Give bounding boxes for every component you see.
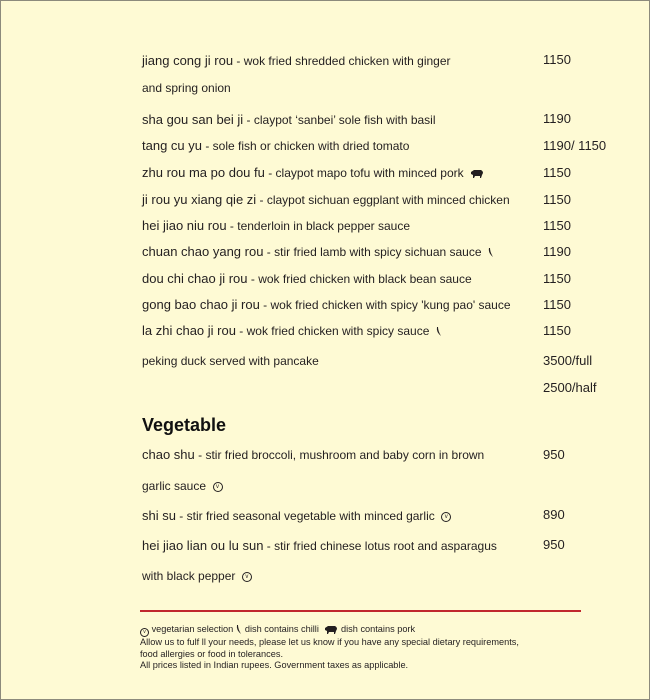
menu-item-shi-su: shi su - stir fried seasonal vegetable with minced garlic v xyxy=(142,508,451,524)
menu-item-sha-gou-san-bei-ji: sha gou san bei ji - claypot ‘sanbei’ sole fish with basil xyxy=(142,112,436,127)
dish-description: tenderloin in black pepper sauce xyxy=(237,219,411,233)
dish-name: la zhi chao ji rou xyxy=(142,323,236,338)
dish-description: wok fried chicken with spicy sauce xyxy=(246,324,430,338)
dish-description: sole fish or chicken with dried tomato xyxy=(212,139,410,153)
menu-item-continuation: and spring onion xyxy=(142,81,231,95)
dish-description: stir fried broccoli, mushroom and baby corn in brown xyxy=(205,448,485,462)
dish-price-half: 2500/half xyxy=(543,380,597,395)
legend-chilli-label: dish contains chilli xyxy=(244,624,319,634)
dish-price: 950 xyxy=(543,447,565,462)
menu-item-chuan-chao-yang-rou: chuan chao yang rou - stir fried lamb with spicy sichuan sauce xyxy=(142,244,494,260)
menu-item-zhu-rou-ma-po-dou-fu: zhu rou ma po dou fu - claypot mapo tofu with minced pork xyxy=(142,165,484,181)
dish-name: chuan chao yang rou xyxy=(142,244,264,259)
menu-item-dou-chi-chao-ji-rou: dou chi chao ji rou - wok fried chicken with black bean sauce xyxy=(142,271,472,286)
menu-item-hei-jiao-niu-rou: hei jiao niu rou - tenderloin in black pepper sauce xyxy=(142,218,411,233)
dish-price: 1190 xyxy=(543,244,571,259)
dish-price: 1190/ 1150 xyxy=(543,138,607,153)
dish-description: wok fried chicken with spicy 'kung pao' sauce xyxy=(270,298,511,312)
dish-name: jiang cong ji rou xyxy=(142,53,234,68)
veg-icon: v xyxy=(140,628,149,637)
dish-name: ji rou yu xiang qie zi xyxy=(142,192,257,207)
dish-description: claypot ‘sanbei’ sole fish with basil xyxy=(253,113,436,127)
dish-description: claypot mapo tofu with minced pork xyxy=(275,166,464,180)
footer-line-3: All prices listed in Indian rupees. Government taxes as applicable. xyxy=(140,660,409,670)
veg-icon: v xyxy=(441,512,451,522)
divider-rule xyxy=(140,610,581,612)
menu-item-chao-shu: chao shu - stir fried broccoli, mushroom and baby corn in brown xyxy=(142,447,485,462)
menu-item-peking-duck xyxy=(142,353,319,369)
dish-name: peking duck served with pancake xyxy=(142,354,319,368)
dish-price: 1150 xyxy=(543,323,571,338)
dish-description: stir fried lamb with spicy sichuan sauce xyxy=(274,245,482,259)
chilli-icon xyxy=(236,625,242,634)
legend-line xyxy=(140,624,600,637)
dish-price: 1150 xyxy=(543,218,571,233)
menu-item-ji-rou-yu-xiang-qie-zi: ji rou yu xiang qie zi - claypot sichuan eggplant with minced chicken xyxy=(142,192,510,207)
legend-veg-label: vegetarian selection xyxy=(151,624,234,634)
dish-name: hei jiao lian ou lu sun xyxy=(142,538,264,553)
menu-item-continuation: with black pepper v xyxy=(142,568,252,584)
menu-item-tang-cu-yu: tang cu yu - sole fish or chicken with dried tomato xyxy=(142,138,410,153)
menu-item-gong-bao-chao-ji-rou: gong bao chao ji rou - wok fried chicken with spicy 'kung pao' sauce xyxy=(142,297,511,312)
menu-item-la-zhi-chao-ji-rou: la zhi chao ji rou - wok fried chicken with spicy sauce xyxy=(142,323,442,339)
dish-name: sha gou san bei ji xyxy=(142,112,244,127)
dish-description: stir fried seasonal vegetable with minced garlic xyxy=(186,509,435,523)
menu-item-hei-jiao-lian-ou-lu-sun: hei jiao lian ou lu sun - stir fried chinese lotus root and asparagus xyxy=(142,538,497,553)
dish-name: chao shu xyxy=(142,447,195,462)
dish-price: 890 xyxy=(543,507,565,522)
dish-price: 1150 xyxy=(543,52,571,67)
dish-price: 1150 xyxy=(543,297,571,312)
menu-item-continuation: garlic sauce v xyxy=(142,478,223,494)
chilli-icon xyxy=(436,327,442,336)
dish-name: tang cu yu xyxy=(142,138,202,153)
dish-name: dou chi chao ji rou xyxy=(142,271,248,286)
dish-description: claypot sichuan eggplant with minced chicken xyxy=(266,193,510,207)
dish-price: 1150 xyxy=(543,192,571,207)
dish-name: zhu rou ma po dou fu xyxy=(142,165,265,180)
pork-icon xyxy=(470,170,484,178)
footer-line-2: food allergies or food in tolerances. xyxy=(140,648,284,659)
dish-price: 1150 xyxy=(543,165,571,180)
dish-price: 1150 xyxy=(543,271,571,286)
pork-icon xyxy=(324,626,338,634)
chilli-icon xyxy=(488,248,494,257)
menu-item-jiang-cong-ji-rou: jiang cong ji rou - wok fried shredded chicken with ginger xyxy=(142,53,451,68)
veg-icon: v xyxy=(242,572,252,582)
dish-name: hei jiao niu rou xyxy=(142,218,227,233)
dish-description: wok fried chicken with black bean sauce xyxy=(258,272,472,286)
veg-icon: v xyxy=(213,482,223,492)
dish-name: gong bao chao ji rou xyxy=(142,297,260,312)
dish-price: 1190 xyxy=(543,111,571,126)
legend-pork-label: dish contains pork xyxy=(341,624,416,634)
footer-notes xyxy=(140,624,600,672)
dish-price-full: 3500/full xyxy=(543,353,593,368)
dish-description: wok fried shredded chicken with ginger xyxy=(243,54,451,68)
footer-line-1: Allow us to fulf ll your needs, please let us know if you have any special dietary requirements, xyxy=(140,637,519,647)
dish-name: shi su xyxy=(142,508,176,523)
section-title-vegetable: Vegetable xyxy=(142,415,227,435)
dish-price: 950 xyxy=(543,537,565,552)
dish-description: stir fried chinese lotus root and asparagus xyxy=(274,539,497,553)
